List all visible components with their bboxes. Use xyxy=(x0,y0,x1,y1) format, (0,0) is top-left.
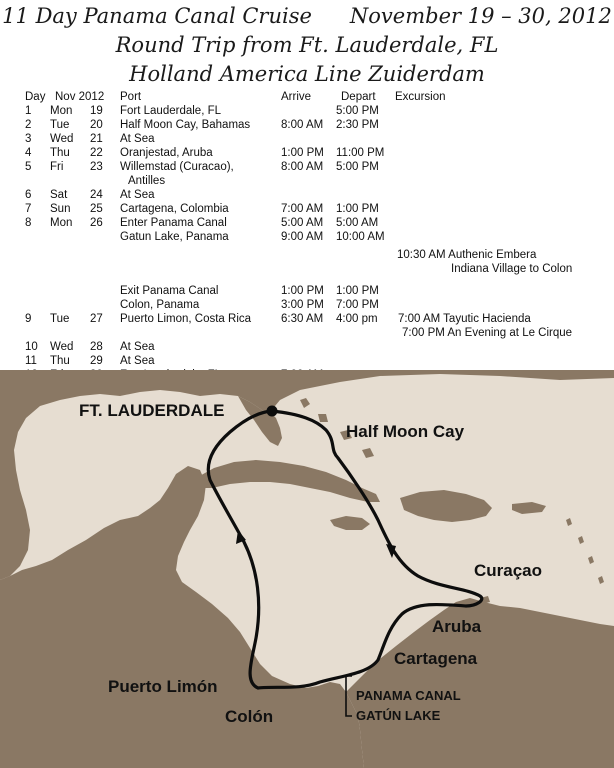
date-cell: 29 xyxy=(90,355,103,367)
date-cell: 26 xyxy=(90,217,103,229)
itinerary-row xyxy=(0,104,614,118)
weekday-cell: Tue xyxy=(50,119,70,131)
itinerary-row xyxy=(0,354,614,368)
arrive-cell: 5:00 AM xyxy=(281,217,324,229)
port-cell: Fort Lauderdale, FL xyxy=(120,105,222,117)
port-cell: Half Moon Cay, Bahamas xyxy=(120,119,251,131)
cruise-title-name: 11 Day Panama Canal Cruise xyxy=(2,4,312,28)
date-cell: 22 xyxy=(90,147,103,159)
excursion-cell: Indiana Village to Colon xyxy=(451,263,573,275)
weekday-cell: Tue xyxy=(50,313,70,325)
arrive-cell: 1:00 PM xyxy=(281,147,324,159)
itinerary-header-row xyxy=(0,90,614,104)
depart-cell: 2:30 PM xyxy=(336,119,379,131)
weekday-cell: Wed xyxy=(50,133,74,145)
itinerary-row xyxy=(0,340,614,354)
map-label-puerto-limon: Puerto Limón xyxy=(108,677,218,696)
weekday-cell: Thu xyxy=(50,147,70,159)
map-label-aruba: Aruba xyxy=(432,617,482,636)
day-cell: 9 xyxy=(25,313,32,325)
itinerary-row xyxy=(0,312,614,326)
header-port: Port xyxy=(120,91,142,103)
itinerary-row xyxy=(0,132,614,146)
itinerary-row xyxy=(0,160,614,174)
itinerary-row xyxy=(0,174,614,188)
header-month: Nov 2012 xyxy=(55,91,105,103)
port-cell: At Sea xyxy=(120,189,155,201)
port-cell: Cartagena, Colombia xyxy=(120,203,229,215)
itinerary-row xyxy=(0,326,614,340)
day-cell: 8 xyxy=(25,217,32,229)
arrive-cell: 1:00 PM xyxy=(281,285,324,297)
depart-cell: 5:00 PM xyxy=(336,105,379,117)
day-cell: 5 xyxy=(25,161,32,173)
depart-cell: 1:00 PM xyxy=(336,203,379,215)
day-cell: 7 xyxy=(25,203,32,215)
depart-cell: 7:00 PM xyxy=(336,299,379,311)
port-cell: Exit Panama Canal xyxy=(120,285,219,297)
depart-cell: 5:00 PM xyxy=(336,161,379,173)
arrive-cell: 8:00 AM xyxy=(281,161,324,173)
day-cell: 2 xyxy=(25,119,32,131)
day-cell: 1 xyxy=(25,105,32,117)
port-cell: Oranjestad, Aruba xyxy=(120,147,213,159)
date-cell: 24 xyxy=(90,189,103,201)
itinerary-row xyxy=(0,248,614,262)
depart-cell: 4:00 pm xyxy=(336,313,378,325)
date-cell: 19 xyxy=(90,105,103,117)
arrive-cell: 3:00 PM xyxy=(281,299,324,311)
header-day: Day xyxy=(25,91,46,103)
itinerary-row xyxy=(0,118,614,132)
map-label-gatun-lake: GATÚN LAKE xyxy=(356,708,441,723)
depart-cell: 1:00 PM xyxy=(336,285,379,297)
excursion-cell: 10:30 AM Authenic Embera xyxy=(397,249,537,261)
weekday-cell: Mon xyxy=(50,217,73,229)
itinerary-row xyxy=(0,262,614,276)
date-cell: 20 xyxy=(90,119,103,131)
arrive-cell: 9:00 AM xyxy=(281,231,324,243)
day-cell: 4 xyxy=(25,147,32,159)
itinerary-row xyxy=(0,216,614,230)
arrive-cell: 8:00 AM xyxy=(281,119,324,131)
cruise-subtitle-ship: Holland America Line Zuiderdam xyxy=(129,62,485,86)
arrive-cell: 6:30 AM xyxy=(281,313,324,325)
itinerary-row xyxy=(0,146,614,160)
day-cell: 6 xyxy=(25,189,32,201)
map-label-curacao: Curaçao xyxy=(474,561,543,580)
itinerary-row xyxy=(0,230,614,244)
weekday-cell: Thu xyxy=(50,355,70,367)
depart-cell: 11:00 PM xyxy=(336,147,385,159)
map-label-ft-lauderdale: FT. LAUDERDALE xyxy=(79,401,225,420)
date-cell: 25 xyxy=(90,203,103,215)
route-map-graphic xyxy=(0,370,614,768)
route-map xyxy=(0,370,614,768)
cruise-title xyxy=(0,4,614,28)
itinerary-row xyxy=(0,188,614,202)
port-cell: Colon, Panama xyxy=(120,299,200,311)
weekday-cell: Mon xyxy=(50,105,73,117)
cruise-subtitle-route: Round Trip from Ft. Lauderdale, FL xyxy=(115,33,499,57)
date-cell: 21 xyxy=(90,133,103,145)
depart-cell: 5:00 AM xyxy=(336,217,379,229)
excursion-cell: 7:00 AM Tayutic Hacienda xyxy=(398,313,531,325)
cruise-title-dates: November 19 – 30, 2012 xyxy=(349,4,612,28)
date-cell: 28 xyxy=(90,341,103,353)
itinerary-row xyxy=(0,284,614,298)
weekday-cell: Sat xyxy=(50,189,68,201)
port-cell: Antilles xyxy=(128,175,166,187)
day-cell: 3 xyxy=(25,133,32,145)
map-label-panama-canal: PANAMA CANAL xyxy=(356,688,461,703)
port-cell: Gatun Lake, Panama xyxy=(120,231,229,243)
weekday-cell: Wed xyxy=(50,341,74,353)
weekday-cell: Sun xyxy=(50,203,71,215)
map-label-cartagena: Cartagena xyxy=(394,649,478,668)
itinerary-row xyxy=(0,298,614,312)
header-arrive: Arrive xyxy=(281,91,312,103)
port-cell: Willemstad (Curacao), xyxy=(120,161,234,173)
itinerary-row xyxy=(0,202,614,216)
map-label-colon: Colón xyxy=(225,707,274,726)
port-cell: At Sea xyxy=(120,341,155,353)
header-depart: Depart xyxy=(341,91,376,103)
map-label-half-moon-cay: Half Moon Cay xyxy=(346,422,465,441)
port-cell: At Sea xyxy=(120,355,155,367)
day-cell: 11 xyxy=(25,355,37,367)
day-cell: 10 xyxy=(25,341,38,353)
excursion-cell: 7:00 PM An Evening at Le Cirque xyxy=(402,327,573,339)
arrive-cell: 7:00 AM xyxy=(281,203,324,215)
port-cell: At Sea xyxy=(120,133,155,145)
weekday-cell: Fri xyxy=(50,161,64,173)
date-cell: 23 xyxy=(90,161,103,173)
ft-lauderdale-marker xyxy=(267,406,278,417)
header-excursion: Excursion xyxy=(395,91,446,103)
depart-cell: 10:00 AM xyxy=(336,231,385,243)
port-cell: Enter Panama Canal xyxy=(120,217,227,229)
date-cell: 27 xyxy=(90,313,103,325)
port-cell: Puerto Limon, Costa Rica xyxy=(120,313,252,325)
